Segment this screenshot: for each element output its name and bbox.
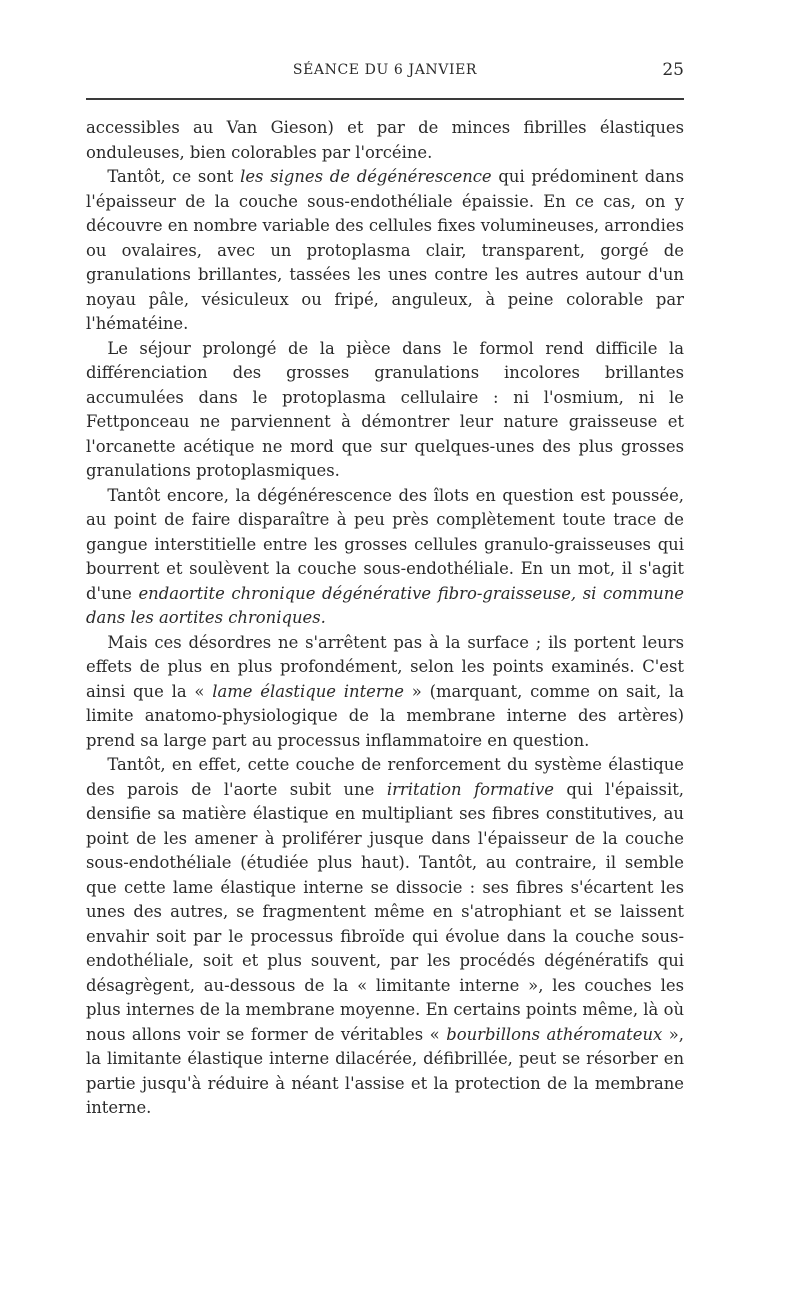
text-segment: qui l'épaissit, densifie sa matière élastique en multipliant ses fibres constitutives, au point de les amener à proliférer jusque dans l'épaisseur de la couche sous-endothéliale (étudiée plus haut). Tantôt, au contraire, il semble que cette lame élastique interne se dissocie : ses fibres s'écartent les unes des autres, se fragmentent même en s'atrophiant et se laissent envahir soit par le processus fibroïde qui évolue dans la couche sous-endothéliale, soit et plus souvent, par les procédés dégénératifs qui désagrègent, au-dessous de la « limitante interne », les couches les plus internes de la membrane moyenne. En certains points même, là où nous allons voir se former de véritables «: [86, 779, 684, 1044]
running-head: SÉANCE DU 6 JANVIER: [292, 62, 478, 78]
text-segment: Tantôt encore, la dégénérescence des îlots en question est poussée, au point de faire disparaître à peu près complètement toute trace de gangue interstitielle entre les grosses cellules granulo-graisseuses qui bourrent et soulèvent la couche sous-endothéliale. En un mot, il s'agit d'une: [86, 485, 684, 603]
text-segment: Tantôt, en effet, cette couche de renforcement du système élastique des parois de l'aorte subit une: [86, 755, 684, 799]
paragraph: [86, 631, 684, 754]
text-segment: qui prédominent dans l'épaisseur de la couche sous-endothéliale épaissie. En ce cas, on y découvre en nombre variable des cellules fixes volumineuses, arrondies ou ovalaires, avec un protoplasma clair, transparent, gorgé de granulations brillantes, tassées les unes contre les autres autour d'un noyau pâle, vésiculeux ou fripé, anguleux, à peine colorable par l'hématéine.: [86, 167, 684, 333]
header-rule: [86, 98, 684, 100]
paragraph: [86, 116, 684, 165]
italic-segment: lame élastique interne: [212, 681, 404, 701]
italic-segment: endaortite chronique dégénérative fibro-graisseuse, si commune dans les aortites chroniques.: [86, 583, 684, 627]
text-segment: Le séjour prolongé de la pièce dans le formol rend difficile la différenciation des grosses granulations incolores brillantes accumulées dans le protoplasma cellulaire : ni l'osmium, ni le Fettponceau ne parviennent à démontrer leur nature graisseuse et l'orcanette acétique ne mord que sur quelques-unes des plus grosses granulations protoplasmiques.: [86, 338, 684, 480]
text-segment: Mais ces désordres ne s'arrêtent pas à la surface ; ils portent leurs effets de plus en plus profondément, selon les points examinés. C'est ainsi que la «: [86, 632, 684, 701]
paragraph: [86, 165, 684, 337]
page-number: 25: [662, 60, 684, 80]
italic-segment: bourbillons athéromateux: [446, 1024, 663, 1044]
italic-segment: les signes de dégénérescence: [240, 167, 492, 186]
paragraph: [86, 337, 684, 484]
body-text: [86, 116, 684, 1121]
text-segment: », la limitante élastique interne dilacérée, défibrillée, peut se résorber en partie jusqu'à réduire à néant l'assise et la protection de la membrane interne.: [86, 1024, 684, 1117]
paragraph: [86, 484, 684, 631]
page-header: [86, 58, 684, 88]
text-segment: Tantôt, ce sont: [107, 167, 241, 186]
paragraph: [86, 753, 684, 1121]
text-segment: » (marquant, comme on sait, la limite anatomo-physiologique de la membrane interne des artères) prend sa large part au processus inflammatoire en question.: [86, 681, 685, 750]
italic-segment: irritation formative: [386, 779, 554, 799]
text-segment: accessibles au Van Gieson) et par de minces fibrilles élastiques onduleuses, bien colorables par l'orcéine.: [86, 118, 684, 162]
